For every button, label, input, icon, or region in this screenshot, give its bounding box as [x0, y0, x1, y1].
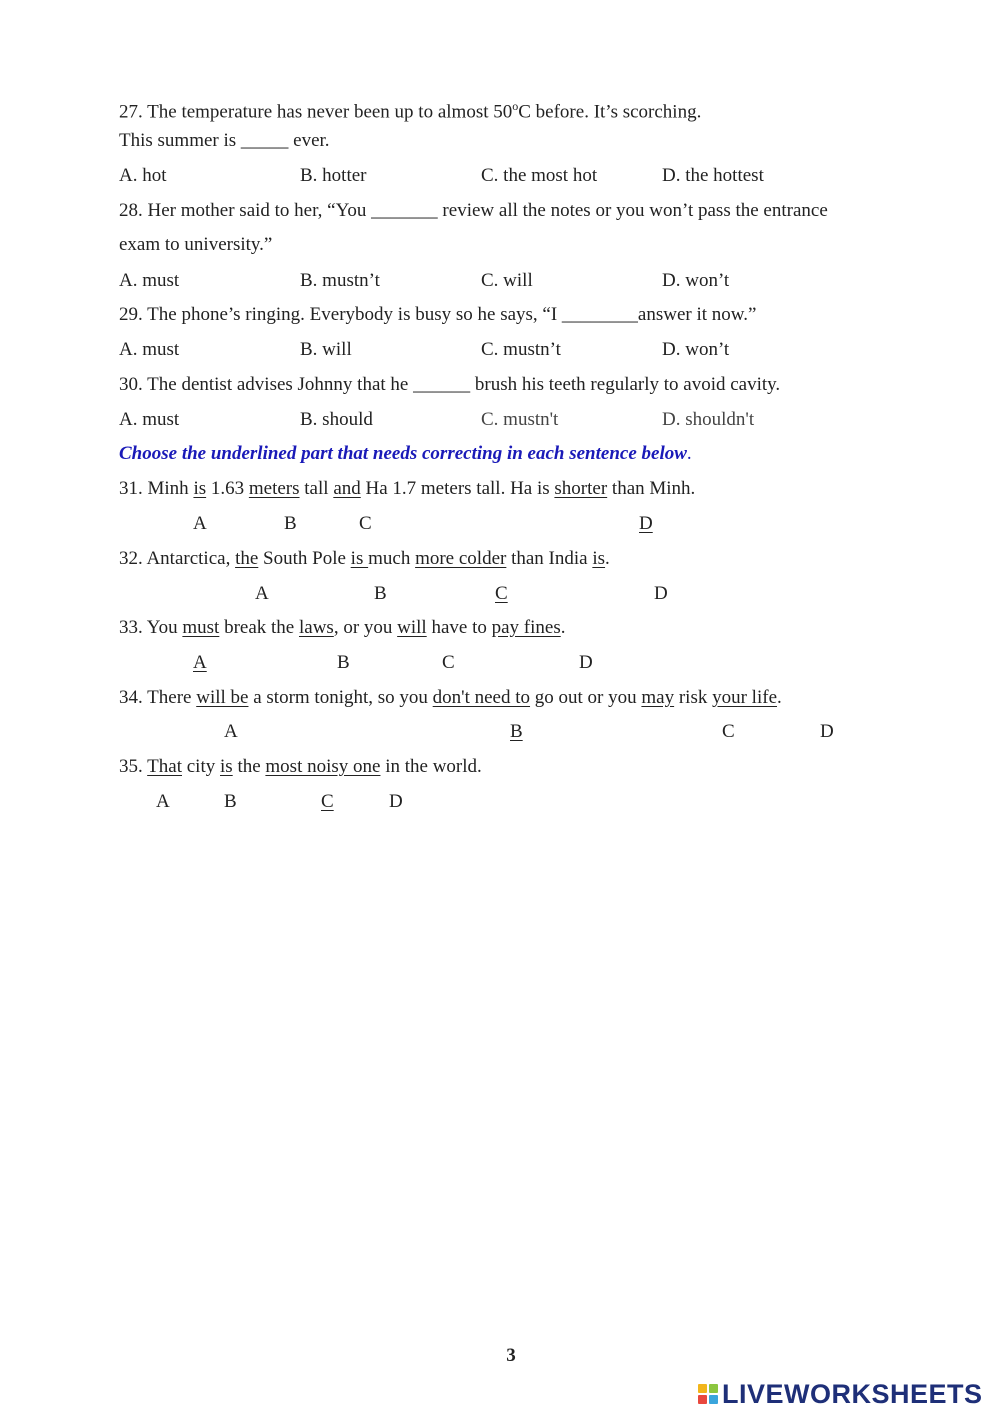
- q28-option-d[interactable]: D. won’t: [662, 270, 730, 291]
- section-instruction: Choose the underlined part that needs correcting in each sentence below.: [119, 443, 692, 464]
- page-number: 3: [506, 1345, 516, 1366]
- q28-option-a[interactable]: A. must: [119, 270, 180, 291]
- q34-letter-d: D: [820, 721, 834, 742]
- q32-part-b[interactable]: is: [350, 548, 369, 569]
- q34-letter-a: A: [224, 721, 238, 742]
- q27-stem-line1: 27. The temperature has never been up to almost 50$^o$C before. It’s scorching.: [119, 99, 702, 123]
- q34-part-c[interactable]: may: [641, 687, 675, 708]
- q33-part-a[interactable]: must: [182, 617, 220, 638]
- q34-letter-c: C: [722, 721, 735, 742]
- q30-option-d[interactable]: D. shouldn't: [662, 409, 755, 430]
- q34-letter-b: B: [510, 721, 523, 742]
- q33-letter-b: B: [337, 652, 350, 673]
- q33-letter-a: A: [193, 652, 207, 673]
- q28-option-b[interactable]: B. mustn’t: [300, 270, 380, 291]
- q32-letter-b: B: [374, 583, 387, 604]
- q35-sentence: 35. That city is the most noisy one in the world.: [119, 756, 482, 777]
- q31-part-d[interactable]: shorter: [554, 478, 608, 499]
- q32-letter-c: C: [495, 583, 508, 604]
- q29-option-d[interactable]: D. won’t: [662, 339, 730, 360]
- q32-letter-a: A: [255, 583, 269, 604]
- q33-part-d[interactable]: pay fines: [491, 617, 561, 638]
- q32-part-a[interactable]: the: [235, 548, 259, 569]
- q31-letter-c: C: [359, 513, 372, 534]
- logo-text: LIVEWORKSHEETS: [722, 1378, 983, 1409]
- q31-letter-b: B: [284, 513, 297, 534]
- q31-part-b[interactable]: meters: [248, 478, 300, 499]
- liveworksheets-logo[interactable]: [698, 1379, 983, 1409]
- q31-part-c[interactable]: and: [333, 478, 361, 499]
- q27-stem-line2: This summer is _____ ever.: [119, 130, 330, 151]
- q35-letter-b: B: [224, 791, 237, 812]
- q28-stem-line1: 28. Her mother said to her, “You _______ review all the notes or you won’t pass the entrance: [119, 200, 828, 221]
- q34-part-d[interactable]: your life: [712, 687, 778, 708]
- q29-option-c[interactable]: C. mustn’t: [481, 339, 561, 360]
- q30-option-a[interactable]: A. must: [119, 409, 180, 430]
- q34-sentence: 34. There will be a storm tonight, so you don't need to go out or you may risk your life.: [119, 687, 782, 708]
- q28-option-c[interactable]: C. will: [481, 270, 533, 291]
- q28-stem-line2: exam to university.”: [119, 234, 273, 255]
- q27-option-d[interactable]: D. the hottest: [662, 165, 764, 186]
- q27-option-a[interactable]: A. hot: [119, 165, 167, 186]
- q29-stem: 29. The phone’s ringing. Everybody is busy so he says, “I ________answer it now.”: [119, 304, 757, 325]
- q30-option-c[interactable]: C. mustn't: [481, 409, 559, 430]
- q34-part-a[interactable]: will be: [196, 687, 249, 708]
- q35-part-b[interactable]: is: [220, 756, 233, 777]
- q31-part-a[interactable]: is: [193, 478, 207, 499]
- q32-letter-d: D: [654, 583, 668, 604]
- q29-option-b[interactable]: B. will: [300, 339, 352, 360]
- q33-letter-c: C: [442, 652, 455, 673]
- q35-letter-d: D: [389, 791, 403, 812]
- instruction-text: Choose the underlined part that needs correcting in each sentence below: [119, 443, 687, 464]
- liveworksheets-logo-icon: [698, 1384, 718, 1404]
- q31-sentence: 31. Minh is 1.63 meters tall and Ha 1.7 meters tall. Ha is shorter than Minh.: [119, 478, 696, 499]
- q30-stem: 30. The dentist advises Johnny that he ______ brush his teeth regularly to avoid cavity.: [119, 374, 781, 395]
- q27-option-b[interactable]: B. hotter: [300, 165, 367, 186]
- q31-letter-d: D: [639, 513, 653, 534]
- q35-letter-a: A: [156, 791, 170, 812]
- q32-sentence: 32. Antarctica, the South Pole is much more colder than India is.: [119, 548, 610, 569]
- q30-option-b[interactable]: B. should: [300, 409, 373, 430]
- q33-sentence: 33. You must break the laws, or you will have to pay fines.: [119, 617, 566, 638]
- q32-part-d[interactable]: is: [592, 548, 606, 569]
- q32-part-c[interactable]: more colder: [415, 548, 507, 569]
- q35-letter-c: C: [321, 791, 334, 812]
- q29-option-a[interactable]: A. must: [119, 339, 180, 360]
- q27-option-c[interactable]: C. the most hot: [481, 165, 598, 186]
- q35-part-a[interactable]: That: [147, 756, 182, 777]
- q33-letter-d: D: [579, 652, 593, 673]
- q33-part-b[interactable]: laws: [298, 617, 334, 638]
- q35-part-c[interactable]: most noisy one: [265, 756, 381, 777]
- q31-letter-a: A: [193, 513, 207, 534]
- q33-part-c[interactable]: will: [397, 617, 427, 638]
- q34-part-b[interactable]: don't need to: [432, 687, 531, 708]
